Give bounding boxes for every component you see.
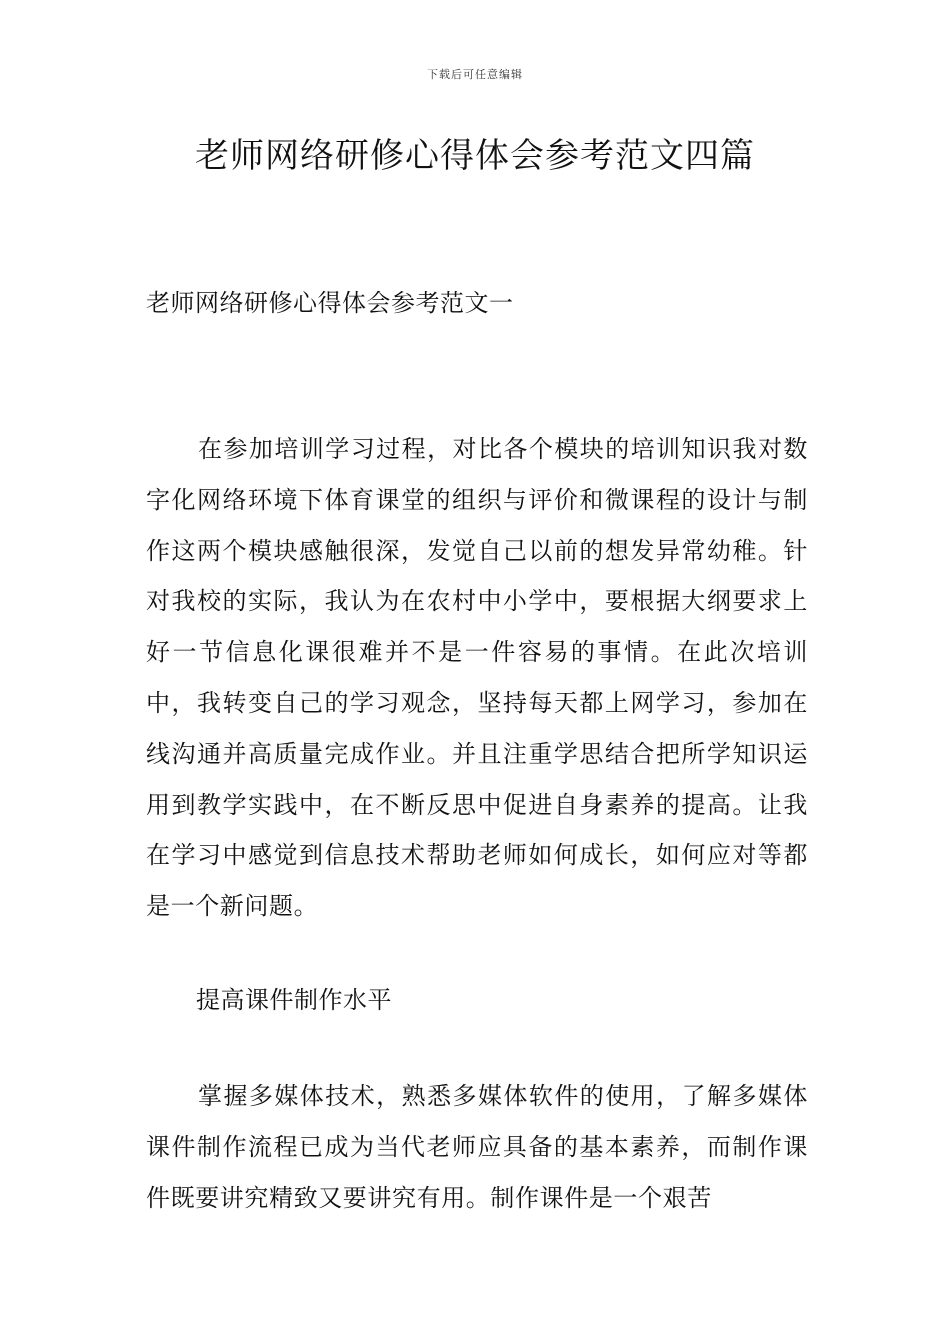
header-note: 下载后可任意编辑 xyxy=(427,68,523,81)
body-paragraph: 掌握多媒体技术，熟悉多媒体软件的使用，了解多媒体课件制作流程已成为当代老师应具备的基本素养，而制作课件既要讲究精致又要讲究有用。制作课件是一个艰苦 xyxy=(146,1082,808,1212)
section-heading: 老师网络研修心得体会参考范文一 xyxy=(146,289,514,317)
body-paragraph: 在参加培训学习过程，对比各个模块的培训知识我对数字化网络环境下体育课堂的组织与评价和微课程的设计与制作这两个模块感触很深，发觉自己以前的想发异常幼稚。针对我校的实际，我认为在农村中小学中，要根据大纲要求上好一节信息化课很难并不是一件容易的事情。在此次培训中，我转变自己的学习观念，坚持每天都上网学习，参加在线沟通并高质量完成作业。并且注重学思结合把所学知识运用到教学实践中，在不断反思中促进自身素养的提高。让我在学习中感觉到信息技术帮助老师如何成长，如何应对等都是一个新问题。 xyxy=(146,435,808,921)
document-title: 老师网络研修心得体会参考范文四篇 xyxy=(195,136,755,176)
sub-heading: 提高课件制作水平 xyxy=(196,986,392,1014)
